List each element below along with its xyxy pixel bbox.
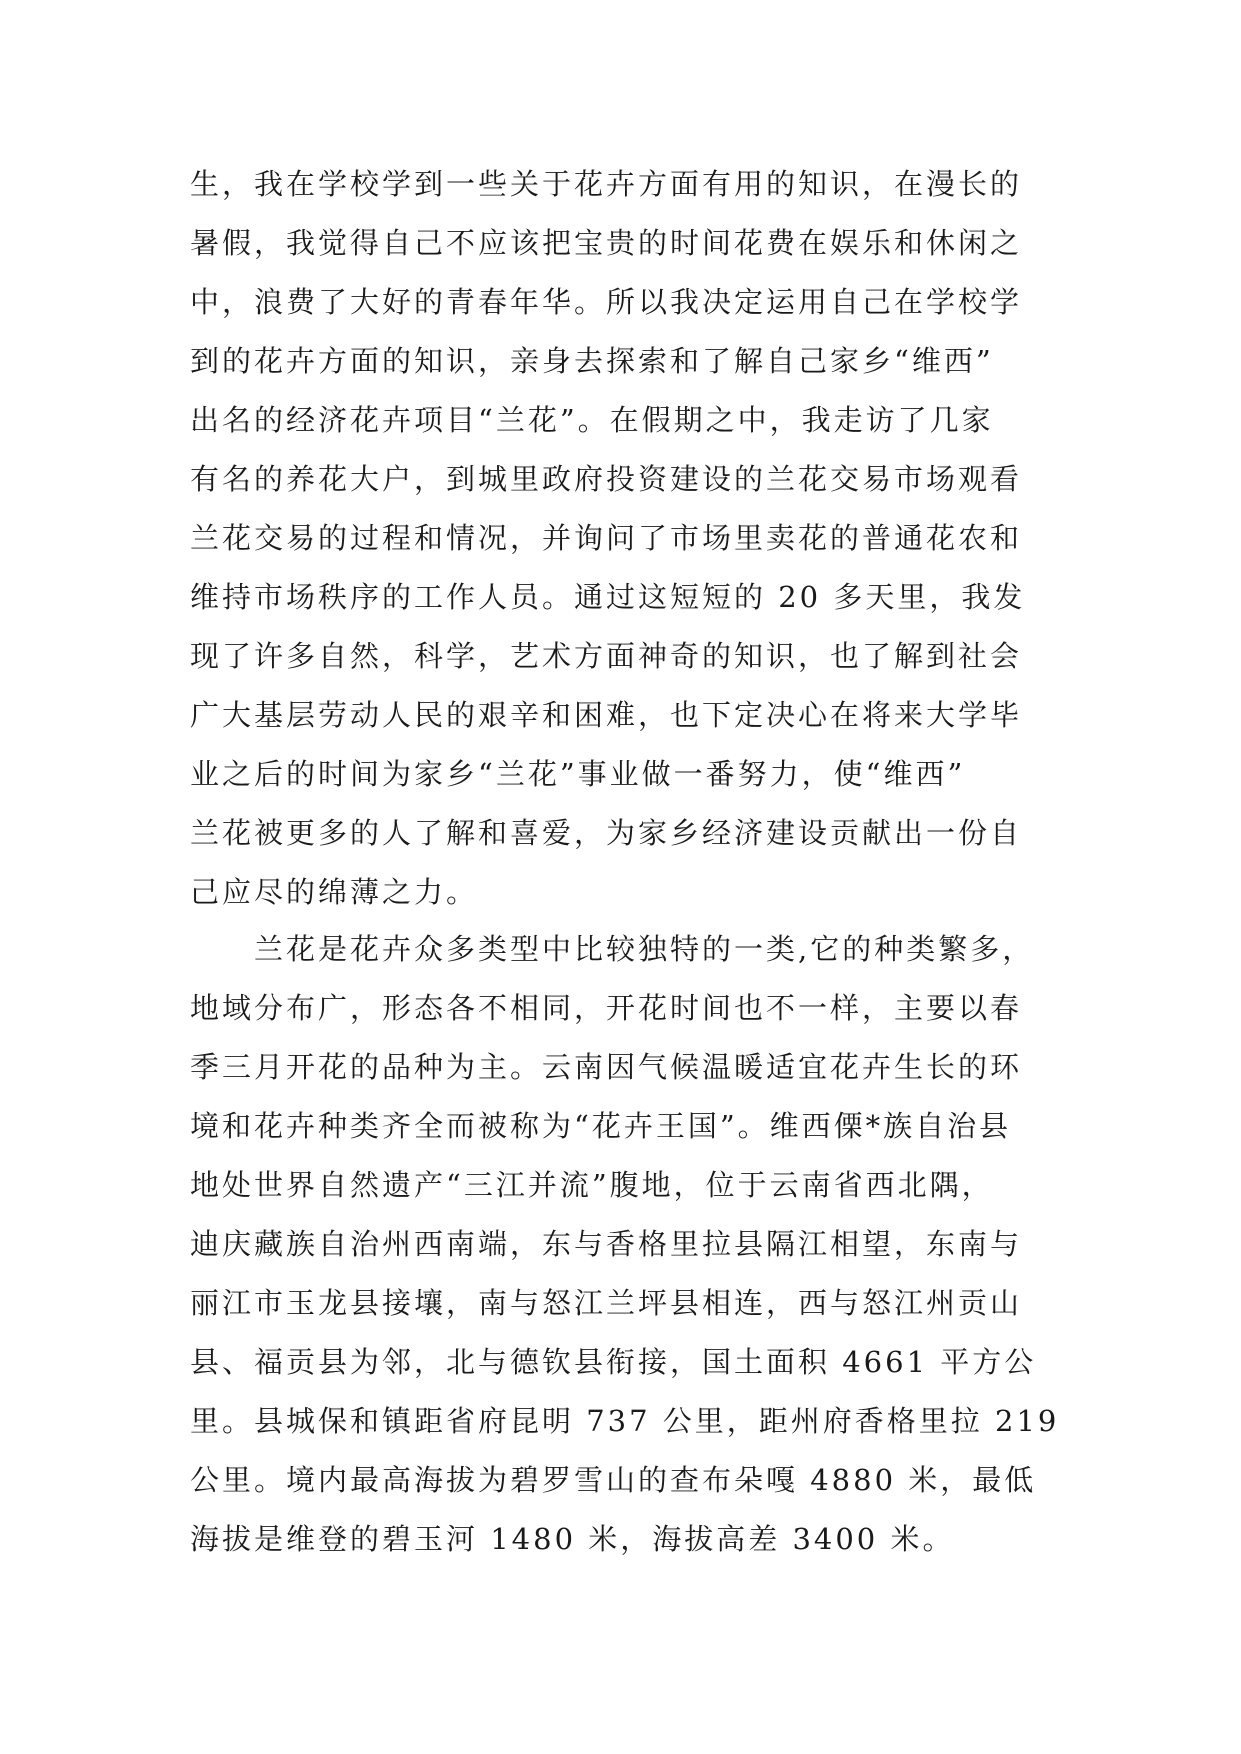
text-line: 兰花交易的过程和情况，并询问了市场里卖花的普通花农和 xyxy=(190,521,1023,555)
text-line: 有名的养花大户，到城里政府投资建设的兰花交易市场观看 xyxy=(190,462,1023,496)
text-line: 己应尽的绵薄之力。 xyxy=(190,875,479,909)
text-line: 中，浪费了大好的青春年华。所以我决定运用自己在学校学 xyxy=(190,285,1023,319)
text-line: 出名的经济花卉项目“兰花”。在假期之中，我走访了几家 xyxy=(190,403,994,437)
text-line: 暑假，我觉得自己不应该把宝贵的时间花费在娱乐和休闲之 xyxy=(190,226,1023,260)
text-line: 公里。境内最高海拔为碧罗雪山的查布朵嘎 4880 米，最低 xyxy=(190,1463,1037,1497)
text-line: 海拔是维登的碧玉河 1480 米，海拔高差 3400 米。 xyxy=(190,1522,955,1556)
text-line: 到的花卉方面的知识，亲身去探索和了解自己家乡“维西” xyxy=(190,344,994,378)
text-line: 县、福贡县为邻，北与德钦县衔接，国土面积 4661 平方公 xyxy=(190,1345,1037,1379)
text-line: 现了许多自然，科学，艺术方面神奇的知识，也了解到社会 xyxy=(190,639,1023,673)
text-line: 境和花卉种类齐全而被称为“花卉王国”。维西傈*族自治县 xyxy=(190,1109,1012,1143)
text-line: 地域分布广，形态各不相同，开花时间也不一样，主要以春 xyxy=(190,991,1023,1025)
text-line: 地处世界自然遗产“三江并流”腹地，位于云南省西北隅， xyxy=(190,1168,994,1202)
text-line: 维持市场秩序的工作人员。通过这短短的 20 多天里，我发 xyxy=(190,580,1026,614)
text-line: 丽江市玉龙县接壤，南与怒江兰坪县相连，西与怒江州贡山 xyxy=(190,1286,1023,1320)
text-line: 生，我在学校学到一些关于花卉方面有用的知识，在漫长的 xyxy=(190,167,1023,201)
paragraph-2 xyxy=(190,920,1060,1569)
text-line: 里。县城保和镇距省府昆明 737 公里，距州府香格里拉 219 xyxy=(190,1404,1060,1438)
text-line: 兰花是花卉众多类型中比较独特的一类,它的种类繁多， xyxy=(254,932,1035,966)
paragraph-1 xyxy=(190,155,1052,922)
text-line: 迪庆藏族自治州西南端，东与香格里拉县隔江相望，东南与 xyxy=(190,1227,1023,1261)
text-line: 兰花被更多的人了解和喜爱，为家乡经济建设贡献出一份自 xyxy=(190,816,1023,850)
text-line: 季三月开花的品种为主。云南因气候温暖适宜花卉生长的环 xyxy=(190,1050,1023,1084)
text-line: 业之后的时间为家乡“兰花”事业做一番努力，使“维西” xyxy=(190,757,966,791)
text-line: 广大基层劳动人民的艰辛和困难，也下定决心在将来大学毕 xyxy=(190,698,1023,732)
